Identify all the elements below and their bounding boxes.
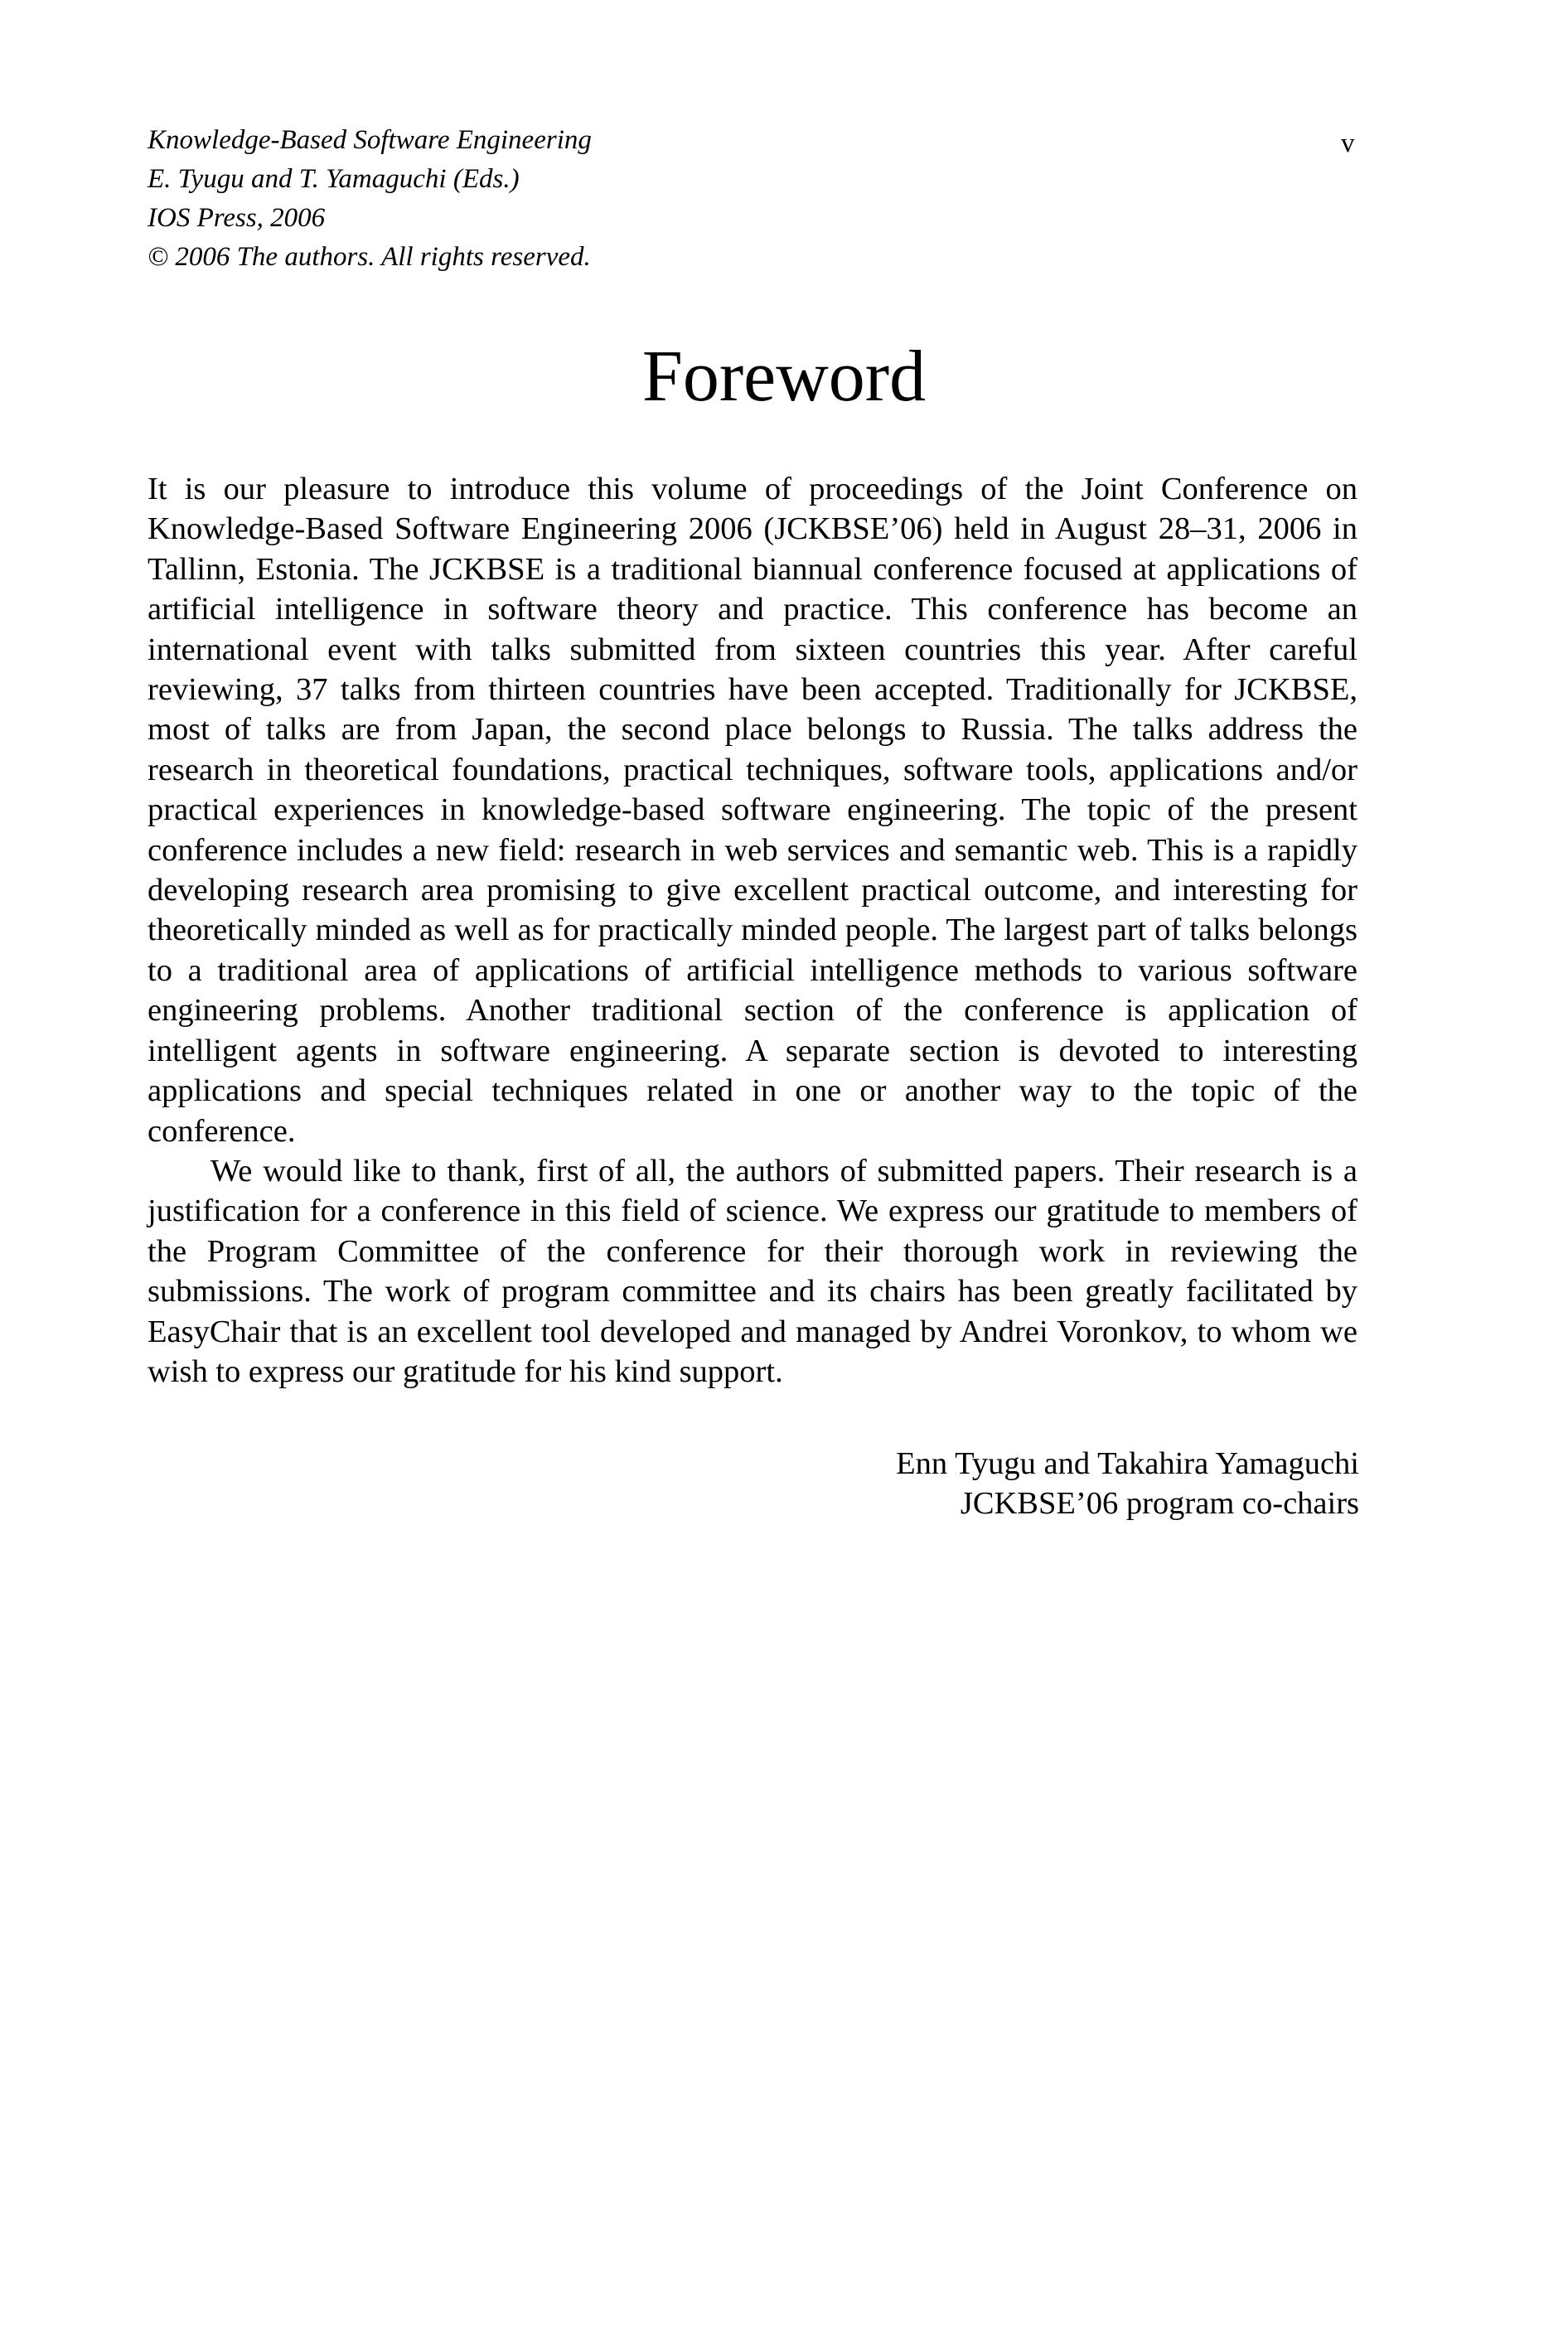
paragraph-intro: It is our pleasure to introduce this volume of proceedings of the Joint Conference on Knowledge-Based Software Engineering 2006 (JCKBSE’06) held in August 28–31, 2006 in Tallinn, Estonia. The JCKBSE is a traditional biannual conference focused at applications of artificial intelligence in software theory and practice. This conference has become an international event with talks submitted from sixteen countries this year. After careful reviewing, 37 talks from thirteen countries have been accepted. Traditionally for JCKBSE, most of talks are from Japan, the second place belongs to Russia. The talks address the research in theoretical foundations, practical techniques, software tools, applications and/or practical experiences in knowledge-based software engineering. The topic of the present conference includes a new field: research in web services and semantic web. This is a rapidly developing research area promising to give excellent practical outcome, and interesting for theoretically minded as well as for practically minded people. The largest part of talks belongs to a traditional area of applications of artificial intelligence methods to various software engineering problems. Another traditional section of the conference is application of intelligent agents in software engineering. A separate section is devoted to interesting applications and special techniques related in one or another way to the topic of the conference.: [148, 472, 1357, 1149]
foreword-body: [148, 469, 1357, 1392]
signature-block: [896, 1444, 1359, 1523]
page-title: Foreword: [641, 336, 927, 417]
page-number: v: [1341, 128, 1355, 158]
signature-role: JCKBSE’06 program co-chairs: [960, 1486, 1359, 1521]
publisher: IOS Press, 2006: [148, 203, 326, 233]
paragraph-acknowledgements: We would like to thank, first of all, the authors of submitted papers. Their research is a justification for a conference in this field of science. We express our gratitude to members of the Program Committee of the conference for their thorough work in reviewing the submissions. The work of program committee and its chairs has been greatly facilitated by EasyChair that is an excellent tool developed and managed by Andrei Voronkov, to whom we wish to express our gratitude for his kind support.: [148, 1153, 1357, 1389]
signature-names: Enn Tyugu and Takahira Yamaguchi: [896, 1446, 1359, 1481]
book-title: Knowledge-Based Software Engineering: [148, 125, 592, 155]
publication-header: [148, 121, 893, 277]
copyright-notice: © 2006 The authors. All rights reserved.: [148, 242, 591, 272]
editors: E. Tyugu and T. Yamaguchi (Eds.): [148, 164, 520, 194]
